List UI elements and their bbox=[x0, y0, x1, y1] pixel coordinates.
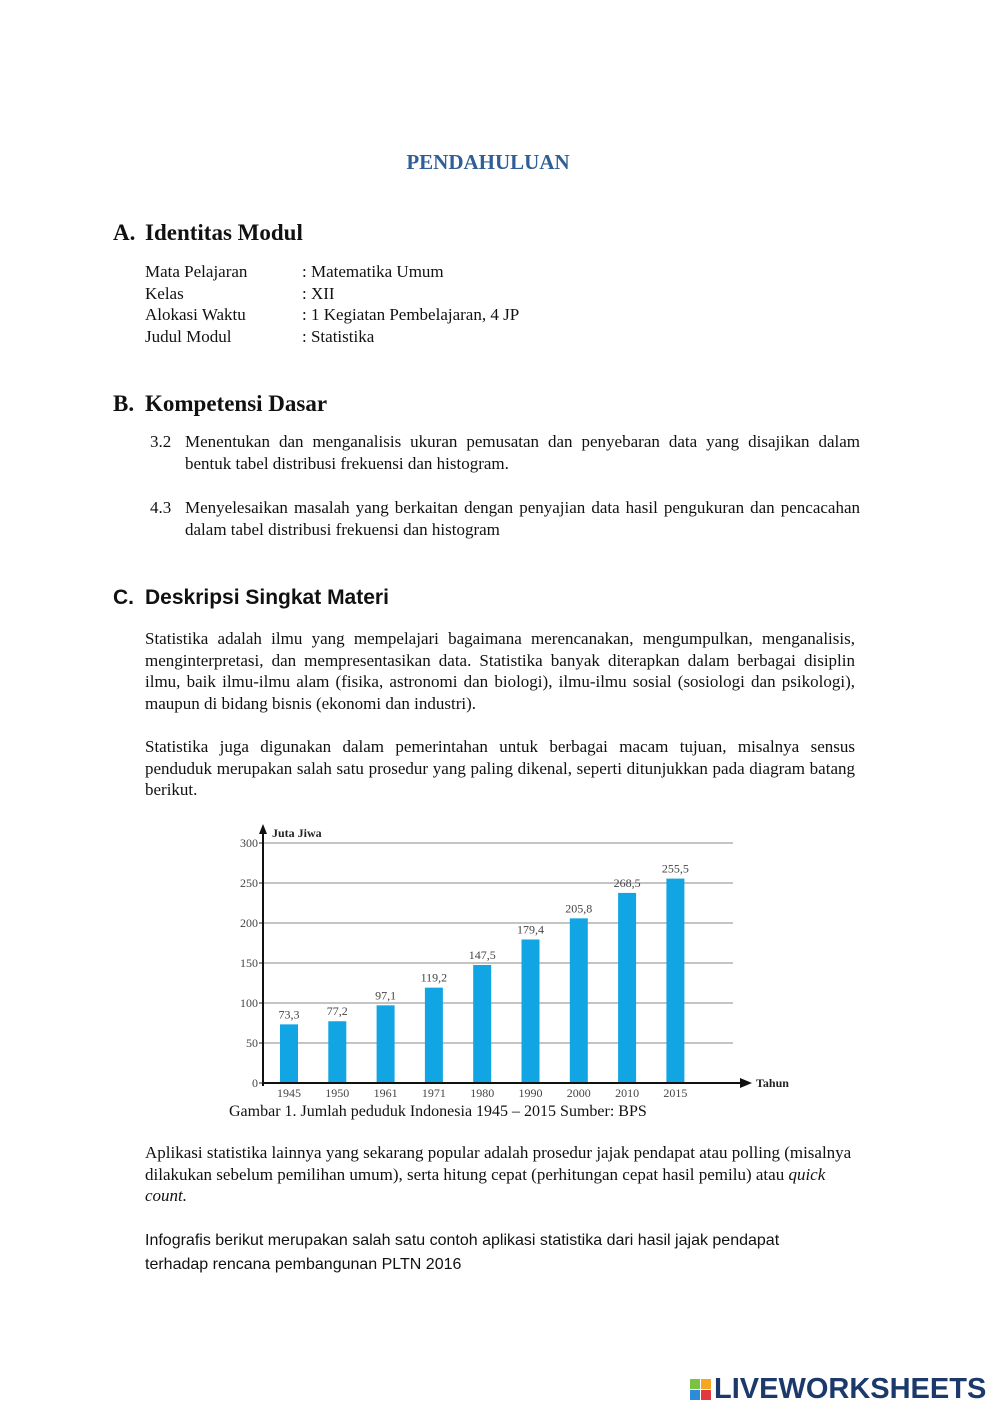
data-label: 97,1 bbox=[375, 988, 397, 1003]
identity-value: : Statistika bbox=[302, 326, 375, 346]
data-label: 73,3 bbox=[278, 1007, 300, 1022]
identity-label: Kelas bbox=[145, 283, 184, 303]
data-label: 119,2 bbox=[420, 970, 448, 985]
data-label: 147,5 bbox=[468, 948, 496, 962]
bar bbox=[280, 1024, 298, 1083]
identity-row bbox=[145, 326, 519, 348]
competency-item bbox=[150, 431, 860, 475]
identity-label: Judul Modul bbox=[145, 326, 232, 346]
section-title: Identitas Modul bbox=[145, 220, 303, 245]
page-title: PENDAHULUAN bbox=[406, 150, 570, 174]
y-tick-label: 250 bbox=[240, 876, 258, 890]
x-tick-label: 2000 bbox=[566, 1086, 591, 1100]
data-label: 205,8 bbox=[565, 901, 593, 916]
data-label: 268,5 bbox=[613, 875, 641, 890]
x-tick-label: 1990 bbox=[518, 1086, 543, 1100]
section-letter: C. bbox=[113, 586, 134, 609]
x-axis-arrow-icon bbox=[740, 1078, 752, 1088]
section-title: Deskripsi Singkat Materi bbox=[145, 586, 389, 609]
paragraph-text: Aplikasi statistika lainnya yang sekarang popular adalah prosedur jajak pendapat atau polling (misalnya dilakukan sebelum pemilihan umum), serta hitung cepat (perhitungan cepat hasil pemilu) atau bbox=[145, 1143, 852, 1184]
x-tick-label: 1980 bbox=[470, 1086, 495, 1100]
paragraph bbox=[145, 1142, 855, 1207]
competency-text: Menentukan dan menganalisis ukuran pemusatan dan penyebaran data yang disajikan dalam bentuk tabel distribusi frekuensi dan histogram. bbox=[185, 432, 860, 473]
x-axis-label: Tahun bbox=[756, 1076, 789, 1090]
liveworksheets-logo bbox=[690, 1373, 986, 1406]
identity-row bbox=[145, 283, 519, 305]
x-tick-label: 1971 bbox=[421, 1086, 446, 1100]
section-letter: A. bbox=[113, 220, 136, 245]
y-tick-label: 0 bbox=[252, 1076, 258, 1090]
competency-text: Menyelesaikan masalah yang berkaitan dengan penyajian data hasil pengukuran dan pencacahan dalam tabel distribusi frekuensi dan histogram bbox=[185, 498, 860, 539]
bar bbox=[666, 879, 684, 1083]
module-identity bbox=[145, 261, 519, 347]
competency-number: 3.2 bbox=[150, 432, 172, 451]
section-title: Kompetensi Dasar bbox=[145, 391, 328, 416]
x-tick-label: 1945 bbox=[277, 1086, 301, 1100]
italic-term: quick count. bbox=[145, 1164, 826, 1206]
section-c-heading bbox=[113, 586, 389, 610]
x-tick-label: 2010 bbox=[615, 1086, 640, 1100]
x-tick-label: 1961 bbox=[373, 1086, 398, 1100]
y-tick-label: 150 bbox=[240, 956, 258, 970]
bar bbox=[570, 918, 588, 1083]
logo-blocks-icon bbox=[690, 1379, 711, 1400]
section-a-heading bbox=[113, 220, 303, 246]
y-axis-arrow-icon bbox=[259, 824, 267, 834]
logo-text: LIVEWORKSHEETS bbox=[714, 1373, 987, 1405]
bar bbox=[377, 1005, 395, 1083]
x-tick-label: 2015 bbox=[663, 1086, 688, 1100]
y-tick-label: 200 bbox=[240, 916, 258, 930]
paragraph: Infografis berikut merupakan salah satu contoh aplikasi statistika dari hasil jajak pendapat terhadap rencana pembangunan PLTN 2016 bbox=[145, 1232, 780, 1273]
figure-caption: Gambar 1. Jumlah peduduk Indonesia 1945 – 2015 Sumber: BPS bbox=[229, 1103, 647, 1120]
data-label: 77,2 bbox=[326, 1004, 348, 1019]
section-b-heading bbox=[113, 391, 327, 417]
competency-item bbox=[150, 497, 860, 541]
y-tick-label: 300 bbox=[240, 836, 258, 850]
x-tick-label: 1950 bbox=[325, 1086, 350, 1100]
competency-number: 4.3 bbox=[150, 498, 172, 517]
identity-row bbox=[145, 304, 519, 326]
bar bbox=[328, 1021, 346, 1083]
paragraph: Statistika adalah ilmu yang mempelajari bagaimana merencanakan, mengumpulkan, menganalisis, menginterpretasi, dan mempresentasikan data. Statistika banyak diterapkan dalam berbagai disiplin ilmu, baik ilmu-ilmu alam (fisika, astronomi dan biologi), ilmu-ilmu sosial (sosiologi dan psikologi), maupun di bidang bisnis (ekonomi dan industri). bbox=[145, 629, 855, 714]
identity-value: : 1 Kegiatan Pembelajaran, 4 JP bbox=[302, 305, 520, 324]
bar bbox=[473, 965, 491, 1083]
paragraph: Statistika juga digunakan dalam pemerintahan untuk berbagai macam tujuan, misalnya sensus penduduk merupakan salah satu prosedur yang paling dikenal, seperti ditunjukkan pada diagram batang berikut. bbox=[145, 737, 855, 800]
data-label: 255,5 bbox=[661, 861, 689, 876]
bar bbox=[618, 893, 636, 1083]
identity-label: Alokasi Waktu bbox=[145, 305, 246, 324]
section-letter: B. bbox=[113, 391, 135, 416]
population-bar-chart bbox=[230, 820, 800, 1105]
identity-label: Mata Pelajaran bbox=[145, 262, 248, 281]
bar bbox=[522, 939, 540, 1083]
identity-row bbox=[145, 261, 519, 283]
y-tick-label: 50 bbox=[246, 1036, 258, 1050]
y-axis-label: Juta Jiwa bbox=[272, 826, 322, 840]
identity-value: : XII bbox=[302, 283, 335, 303]
bar bbox=[425, 988, 443, 1083]
data-label: 179,4 bbox=[517, 922, 544, 937]
identity-value: : Matematika Umum bbox=[302, 262, 444, 281]
y-tick-label: 100 bbox=[240, 996, 258, 1010]
